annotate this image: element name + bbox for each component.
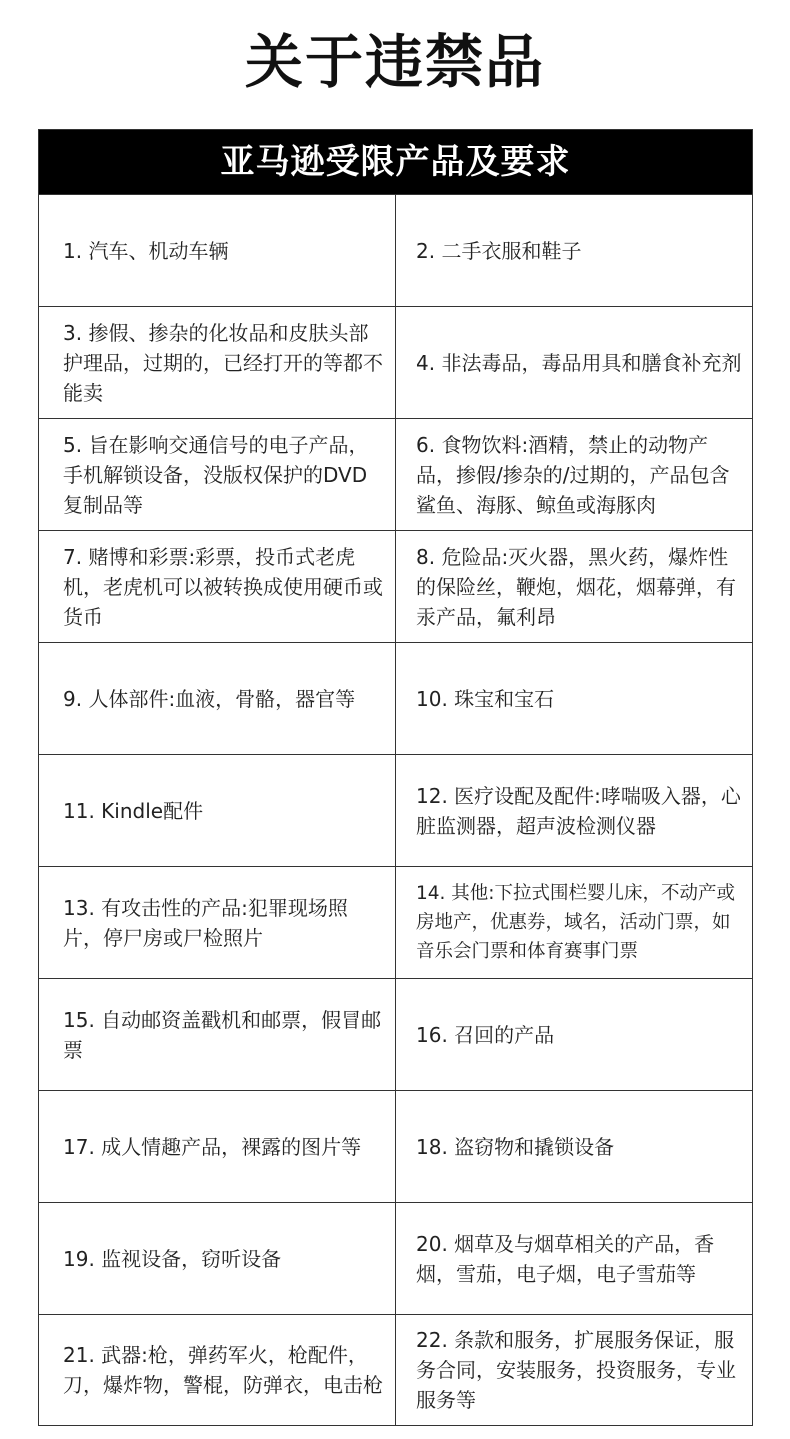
- table-cell-22: 22. 条款和服务，扩展服务保证，服务合同，安装服务，投资服务，专业服务等: [396, 1314, 752, 1425]
- table-cell-15: 15. 自动邮资盖戳机和邮票，假冒邮票: [39, 978, 396, 1090]
- table-cell-10: 10. 珠宝和宝石: [396, 642, 752, 754]
- table-cell-4: 4. 非法毒品，毒品用具和膳食补充剂: [396, 306, 752, 418]
- table-cell-13: 13. 有攻击性的产品:犯罪现场照片，停尸房或尸检照片: [39, 866, 396, 978]
- table-cell-1: 1. 汽车、机动车辆: [39, 194, 396, 306]
- table-cell-21: 21. 武器:枪，弹药军火，枪配件，刀，爆炸物，警棍，防弹衣，电击枪: [39, 1314, 396, 1425]
- table-cell-14: 14. 其他:下拉式围栏婴儿床，不动产或房地产，优惠券，域名，活动门票，如音乐会门票和体育赛事门票: [396, 866, 752, 978]
- restricted-products-table: [38, 129, 753, 1426]
- table-cell-11: 11. Kindle配件: [39, 754, 396, 866]
- table-body: [39, 194, 752, 1425]
- table-cell-17: 17. 成人情趣产品，裸露的图片等: [39, 1090, 396, 1202]
- table-cell-2: 2. 二手衣服和鞋子: [396, 194, 752, 306]
- table-cell-16: 16. 召回的产品: [396, 978, 752, 1090]
- page-title: 关于违禁品: [244, 28, 545, 96]
- table-cell-8: 8. 危险品:灭火器，黑火药，爆炸性的保险丝，鞭炮，烟花，烟幕弹，有汞产品，氟利昂: [396, 530, 752, 642]
- table-cell-20: 20. 烟草及与烟草相关的产品，香烟，雪茄，电子烟，电子雪茄等: [396, 1202, 752, 1314]
- table-cell-3: 3. 掺假、掺杂的化妆品和皮肤头部护理品，过期的，已经打开的等都不能卖: [39, 306, 396, 418]
- table-cell-9: 9. 人体部件:血液，骨骼，器官等: [39, 642, 396, 754]
- table-cell-12: 12. 医疗设配及配件:哮喘吸入器，心脏监测器，超声波检测仪器: [396, 754, 752, 866]
- table-cell-5: 5. 旨在影响交通信号的电子产品，手机解锁设备，没版权保护的DVD复制品等: [39, 418, 396, 530]
- table-cell-6: 6. 食物饮料:酒精，禁止的动物产品，掺假/掺杂的/过期的，产品包含鲨鱼、海豚、鲸鱼或海豚肉: [396, 418, 752, 530]
- table-cell-19: 19. 监视设备，窃听设备: [39, 1202, 396, 1314]
- table-cell-7: 7. 赌博和彩票:彩票，投币式老虎机，老虎机可以被转换成使用硬币或货币: [39, 530, 396, 642]
- table-header: 亚马逊受限产品及要求: [39, 130, 752, 194]
- table-cell-18: 18. 盗窃物和撬锁设备: [396, 1090, 752, 1202]
